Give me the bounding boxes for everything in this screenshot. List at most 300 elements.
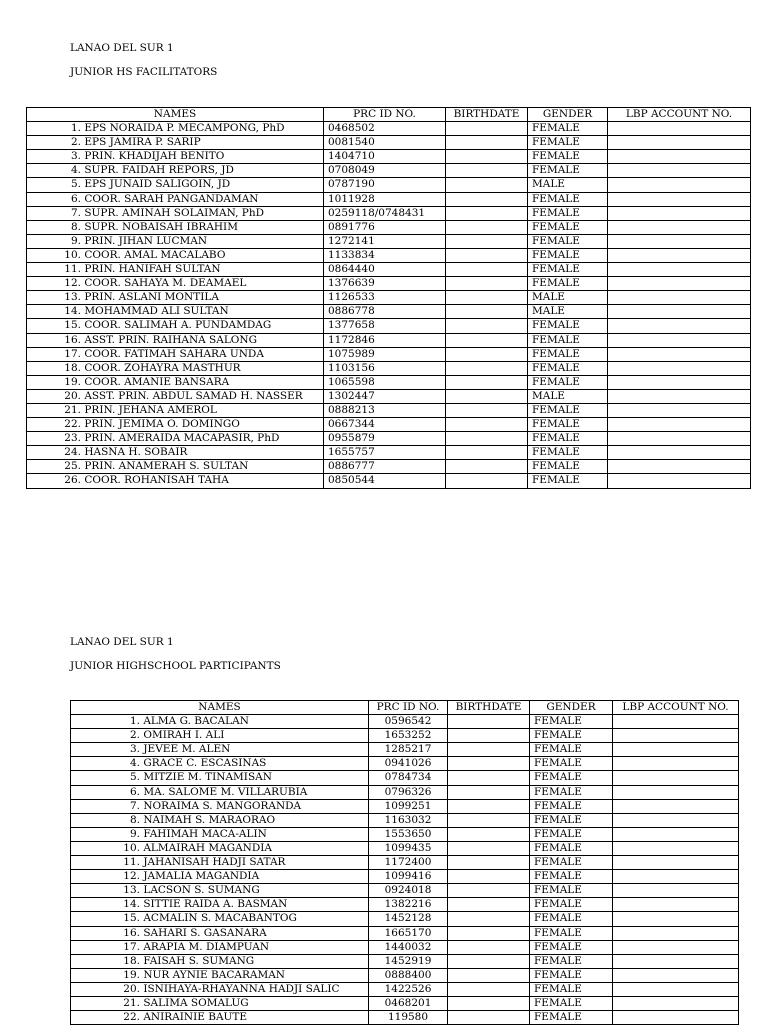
name-cell: [71, 715, 369, 729]
table-row: [71, 743, 739, 757]
name-cell: [27, 333, 324, 347]
prc-id-cell: 1553650: [369, 827, 448, 841]
birthdate-cell: [446, 164, 528, 178]
birthdate-cell: [446, 333, 528, 347]
gender-cell: FEMALE: [528, 474, 608, 488]
name-cell: [71, 785, 369, 799]
row-number: 15.: [64, 319, 81, 332]
gender-cell: FEMALE: [528, 333, 608, 347]
row-number: 13.: [64, 291, 81, 304]
prc-id-cell: 1272141: [324, 234, 446, 248]
table-row: [27, 277, 751, 291]
lbp-account-cell: [608, 178, 751, 192]
row-number: 17.: [123, 940, 140, 953]
lbp-account-cell: [613, 954, 739, 968]
lbp-account-cell: [608, 403, 751, 417]
row-number: 7.: [70, 206, 81, 219]
table-row: [27, 319, 751, 333]
prc-id-cell: 0888213: [324, 403, 446, 417]
header-gender: GENDER: [528, 108, 608, 122]
row-number: 21.: [64, 403, 81, 416]
prc-id-cell: 1302447: [324, 389, 446, 403]
name-cell: [71, 884, 369, 898]
name-cell: [27, 432, 324, 446]
lbp-account-cell: [613, 827, 739, 841]
birthdate-cell: [446, 361, 528, 375]
birthdate-cell: [446, 305, 528, 319]
person-name: JAMALIA MAGANDIA: [143, 870, 260, 883]
person-name: COOR. ROHANISAH TAHA: [84, 474, 229, 487]
lbp-account-cell: [613, 841, 739, 855]
row-number: 5.: [70, 178, 81, 191]
row-number: 14.: [123, 898, 140, 911]
gender-cell: FEMALE: [528, 277, 608, 291]
name-cell: [27, 277, 324, 291]
table-row: [27, 164, 751, 178]
birthdate-cell: [446, 122, 528, 136]
gender-cell: FEMALE: [530, 954, 613, 968]
table-row: [27, 403, 751, 417]
row-number: 4.: [129, 757, 140, 770]
lbp-account-cell: [613, 870, 739, 884]
table-row: [71, 926, 739, 940]
birthdate-cell: [446, 460, 528, 474]
person-name: OMIRAH I. ALI: [143, 729, 225, 742]
table-row: [27, 178, 751, 192]
table-row: [71, 729, 739, 743]
prc-id-cell: 0708049: [324, 164, 446, 178]
name-cell: [71, 968, 369, 982]
header-names: NAMES: [27, 108, 324, 122]
row-number: 23.: [64, 432, 81, 445]
prc-id-cell: 0667344: [324, 418, 446, 432]
prc-id-cell: 1404710: [324, 150, 446, 164]
birthdate-cell: [446, 136, 528, 150]
birthdate-cell: [446, 446, 528, 460]
table-row: [27, 291, 751, 305]
row-number: 6.: [129, 785, 140, 798]
prc-id-cell: 0850544: [324, 474, 446, 488]
name-cell: [27, 305, 324, 319]
gender-cell: MALE: [528, 291, 608, 305]
table-row: [27, 234, 751, 248]
birthdate-cell: [448, 912, 530, 926]
person-name: GRACE C. ESCASINAS: [143, 757, 267, 770]
person-name: COOR. AMAL MACALABO: [84, 248, 226, 261]
name-cell: [71, 813, 369, 827]
row-number: 19.: [64, 375, 81, 388]
name-cell: [71, 729, 369, 743]
gender-cell: FEMALE: [528, 122, 608, 136]
table-row: [27, 389, 751, 403]
gender-cell: FEMALE: [530, 982, 613, 996]
birthdate-cell: [446, 206, 528, 220]
gender-cell: FEMALE: [528, 263, 608, 277]
lbp-account-cell: [608, 347, 751, 361]
header-prc-id: PRC ID NO.: [369, 701, 448, 715]
lbp-account-cell: [608, 446, 751, 460]
facilitators-table: [26, 107, 751, 489]
row-number: 25.: [64, 460, 81, 473]
row-number: 16.: [123, 926, 140, 939]
lbp-account-cell: [613, 940, 739, 954]
birthdate-cell: [446, 192, 528, 206]
row-number: 17.: [64, 347, 81, 360]
person-name: PRIN. AMERAIDA MACAPASIR, PhD: [84, 432, 280, 445]
table-row: [71, 827, 739, 841]
birthdate-cell: [446, 418, 528, 432]
person-name: COOR. AMANIE BANSARA: [84, 375, 230, 388]
header-prc-id: PRC ID NO.: [324, 108, 446, 122]
prc-id-cell: 1133834: [324, 248, 446, 262]
birthdate-cell: [446, 220, 528, 234]
gender-cell: FEMALE: [528, 432, 608, 446]
person-name: FAISAH S. SUMANG: [143, 954, 255, 967]
lbp-account-cell: [613, 898, 739, 912]
name-cell: [27, 220, 324, 234]
table-row: [27, 375, 751, 389]
prc-id-cell: 1099251: [369, 799, 448, 813]
birthdate-cell: [448, 771, 530, 785]
person-name: NORAIMA S. MANGORANDA: [143, 799, 302, 812]
name-cell: [27, 192, 324, 206]
prc-id-cell: 1126533: [324, 291, 446, 305]
prc-id-cell: 0924018: [369, 884, 448, 898]
lbp-account-cell: [613, 715, 739, 729]
name-cell: [71, 757, 369, 771]
birthdate-cell: [448, 856, 530, 870]
row-number: 8.: [129, 813, 140, 826]
lbp-account-cell: [608, 333, 751, 347]
gender-cell: FEMALE: [528, 446, 608, 460]
prc-id-cell: 1452919: [369, 954, 448, 968]
gender-cell: FEMALE: [528, 150, 608, 164]
birthdate-cell: [448, 715, 530, 729]
lbp-account-cell: [613, 743, 739, 757]
table-row: [71, 856, 739, 870]
row-number: 11.: [123, 856, 140, 869]
row-number: 12.: [64, 277, 81, 290]
person-name: PRIN. JEHANA AMEROL: [84, 403, 217, 416]
lbp-account-cell: [613, 771, 739, 785]
table-row: [71, 884, 739, 898]
section1-region: LANAO DEL SUR 1: [70, 42, 174, 54]
table-row: [27, 432, 751, 446]
lbp-account-cell: [613, 968, 739, 982]
prc-id-cell: 1075989: [324, 347, 446, 361]
row-number: 22.: [64, 418, 81, 431]
header-birthdate: BIRTHDATE: [448, 701, 530, 715]
birthdate-cell: [446, 375, 528, 389]
row-number: 18.: [64, 361, 81, 374]
prc-id-cell: 1172846: [324, 333, 446, 347]
lbp-account-cell: [608, 291, 751, 305]
person-name: NUR AYNIE BACARAMAN: [143, 968, 285, 981]
gender-cell: FEMALE: [530, 870, 613, 884]
prc-id-cell: 1065598: [324, 375, 446, 389]
gender-cell: FEMALE: [528, 403, 608, 417]
lbp-account-cell: [613, 856, 739, 870]
lbp-account-cell: [608, 122, 751, 136]
person-name: FAHIMAH MACA-ALIN: [143, 827, 267, 840]
person-name: COOR. FATIMAH SAHARA UNDA: [84, 347, 264, 360]
person-name: SUPR. AMINAH SOLAIMAN, PhD: [84, 206, 265, 219]
lbp-account-cell: [613, 813, 739, 827]
row-number: 18.: [123, 954, 140, 967]
gender-cell: FEMALE: [530, 926, 613, 940]
birthdate-cell: [448, 954, 530, 968]
gender-cell: FEMALE: [530, 743, 613, 757]
row-number: 21.: [123, 996, 140, 1009]
person-name: COOR. SAHAYA M. DEAMAEL: [84, 277, 247, 290]
person-name: ASST. PRIN. RAIHANA SALONG: [84, 333, 257, 346]
person-name: COOR. ZOHAYRA MASTHUR: [84, 361, 241, 374]
person-name: PRIN. ANAMERAH S. SULTAN: [84, 460, 249, 473]
row-number: 12.: [123, 870, 140, 883]
prc-id-cell: 1452128: [369, 912, 448, 926]
lbp-account-cell: [608, 150, 751, 164]
table-row: [27, 333, 751, 347]
table-row: [71, 771, 739, 785]
person-name: LACSON S. SUMANG: [143, 884, 260, 897]
name-cell: [71, 856, 369, 870]
row-number: 1.: [70, 122, 81, 135]
table-row: [27, 446, 751, 460]
birthdate-cell: [448, 743, 530, 757]
birthdate-cell: [448, 757, 530, 771]
birthdate-cell: [446, 263, 528, 277]
lbp-account-cell: [613, 757, 739, 771]
lbp-account-cell: [613, 799, 739, 813]
table-row: [27, 418, 751, 432]
gender-cell: FEMALE: [528, 375, 608, 389]
lbp-account-cell: [608, 164, 751, 178]
prc-id-cell: 1655757: [324, 446, 446, 460]
gender-cell: FEMALE: [530, 771, 613, 785]
lbp-account-cell: [608, 305, 751, 319]
gender-cell: FEMALE: [530, 799, 613, 813]
table-row: [71, 1011, 739, 1025]
lbp-account-cell: [608, 234, 751, 248]
person-name: SAHARI S. GASANARA: [143, 926, 267, 939]
row-number: 10.: [64, 248, 81, 261]
prc-id-cell: 0886778: [324, 305, 446, 319]
prc-id-cell: 0081540: [324, 136, 446, 150]
person-name: EPS JUNAID SALIGOIN, JD: [84, 178, 231, 191]
row-number: 14.: [64, 305, 81, 318]
row-number: 24.: [64, 446, 81, 459]
row-number: 1.: [129, 715, 140, 728]
name-cell: [71, 870, 369, 884]
birthdate-cell: [448, 884, 530, 898]
table-row: [27, 150, 751, 164]
gender-cell: FEMALE: [530, 813, 613, 827]
person-name: ISNIHAYA-RHAYANNA HADJI SALIC: [143, 982, 340, 995]
name-cell: [71, 982, 369, 996]
person-name: ALMA G. BACALAN: [143, 715, 249, 728]
row-number: 10.: [123, 841, 140, 854]
prc-id-cell: 1665170: [369, 926, 448, 940]
gender-cell: FEMALE: [530, 841, 613, 855]
name-cell: [71, 898, 369, 912]
birthdate-cell: [446, 319, 528, 333]
gender-cell: FEMALE: [530, 757, 613, 771]
row-number: 26.: [64, 474, 81, 487]
lbp-account-cell: [613, 785, 739, 799]
name-cell: [27, 474, 324, 488]
table-row: [27, 347, 751, 361]
table-row: [71, 940, 739, 954]
lbp-account-cell: [608, 389, 751, 403]
lbp-account-cell: [608, 277, 751, 291]
gender-cell: FEMALE: [528, 192, 608, 206]
lbp-account-cell: [608, 474, 751, 488]
prc-id-cell: 1440032: [369, 940, 448, 954]
row-number: 20.: [123, 982, 140, 995]
person-name: PRIN. ASLANI MONTILA: [84, 291, 219, 304]
gender-cell: FEMALE: [528, 234, 608, 248]
prc-id-cell: 1163032: [369, 813, 448, 827]
prc-id-cell: 0468201: [369, 996, 448, 1010]
person-name: MOHAMMAD ALI SULTAN: [84, 305, 229, 318]
prc-id-cell: 0468502: [324, 122, 446, 136]
gender-cell: FEMALE: [530, 856, 613, 870]
name-cell: [27, 291, 324, 305]
table-row: [27, 220, 751, 234]
row-number: 16.: [64, 333, 81, 346]
lbp-account-cell: [608, 319, 751, 333]
table-row: [71, 841, 739, 855]
lbp-account-cell: [608, 460, 751, 474]
person-name: JEVEE M. ALEN: [143, 743, 231, 756]
row-number: 2.: [70, 136, 81, 149]
birthdate-cell: [448, 729, 530, 743]
person-name: HASNA H. SOBAIR: [84, 446, 188, 459]
name-cell: [27, 178, 324, 192]
table-row: [27, 361, 751, 375]
gender-cell: FEMALE: [528, 164, 608, 178]
gender-cell: FEMALE: [530, 1011, 613, 1025]
birthdate-cell: [448, 926, 530, 940]
birthdate-cell: [446, 277, 528, 291]
table-row: [27, 136, 751, 150]
birthdate-cell: [448, 813, 530, 827]
birthdate-cell: [446, 403, 528, 417]
prc-id-cell: 1011928: [324, 192, 446, 206]
gender-cell: FEMALE: [530, 912, 613, 926]
participants-table: [70, 700, 739, 1025]
name-cell: [27, 375, 324, 389]
person-name: ANIRAINIE BAUTE: [143, 1011, 248, 1024]
person-name: PRIN. KHADIJAH BENITO: [84, 150, 225, 163]
name-cell: [71, 841, 369, 855]
name-cell: [71, 954, 369, 968]
gender-cell: FEMALE: [530, 940, 613, 954]
person-name: MITZIE M. TINAMISAN: [143, 771, 272, 784]
gender-cell: FEMALE: [528, 220, 608, 234]
birthdate-cell: [446, 474, 528, 488]
lbp-account-cell: [613, 1011, 739, 1025]
prc-id-cell: 1653252: [369, 729, 448, 743]
gender-cell: FEMALE: [528, 460, 608, 474]
gender-cell: FEMALE: [530, 884, 613, 898]
lbp-account-cell: [608, 418, 751, 432]
table-header-row: [27, 108, 751, 122]
person-name: NAIMAH S. MARAORAO: [143, 813, 276, 826]
person-name: COOR. SARAH PANGANDAMAN: [84, 192, 259, 205]
lbp-account-cell: [608, 375, 751, 389]
table-row: [27, 192, 751, 206]
birthdate-cell: [446, 347, 528, 361]
lbp-account-cell: [613, 729, 739, 743]
prc-id-cell: 0864440: [324, 263, 446, 277]
row-number: 6.: [70, 192, 81, 205]
gender-cell: FEMALE: [528, 136, 608, 150]
lbp-account-cell: [608, 192, 751, 206]
lbp-account-cell: [608, 432, 751, 446]
person-name: PRIN. JIHAN LUCMAN: [84, 234, 208, 247]
name-cell: [27, 319, 324, 333]
gender-cell: FEMALE: [528, 418, 608, 432]
name-cell: [71, 996, 369, 1010]
row-number: 20.: [64, 389, 81, 402]
header-lbp-account: LBP ACCOUNT NO.: [608, 108, 751, 122]
birthdate-cell: [446, 248, 528, 262]
prc-id-cell: 1377658: [324, 319, 446, 333]
name-cell: [27, 150, 324, 164]
name-cell: [27, 460, 324, 474]
birthdate-cell: [446, 432, 528, 446]
name-cell: [71, 827, 369, 841]
name-cell: [27, 206, 324, 220]
table-row: [71, 799, 739, 813]
name-cell: [27, 446, 324, 460]
name-cell: [27, 389, 324, 403]
lbp-account-cell: [608, 206, 751, 220]
gender-cell: FEMALE: [530, 715, 613, 729]
prc-id-cell: 1103156: [324, 361, 446, 375]
gender-cell: FEMALE: [528, 206, 608, 220]
name-cell: [27, 418, 324, 432]
row-number: 3.: [129, 743, 140, 756]
name-cell: [27, 164, 324, 178]
person-name: SALIMA SOMALUG: [143, 996, 249, 1009]
lbp-account-cell: [608, 220, 751, 234]
prc-id-cell: 0941026: [369, 757, 448, 771]
gender-cell: FEMALE: [530, 968, 613, 982]
birthdate-cell: [448, 1011, 530, 1025]
prc-id-cell: 1099416: [369, 870, 448, 884]
person-name: ARAPIA M. DIAMPUAN: [143, 940, 270, 953]
prc-id-cell: 1422526: [369, 982, 448, 996]
name-cell: [27, 347, 324, 361]
birthdate-cell: [448, 940, 530, 954]
person-name: SITTIE RAIDA A. BASMAN: [143, 898, 288, 911]
person-name: ASST. PRIN. ABDUL SAMAD H. NASSER: [84, 389, 303, 402]
prc-id-cell: 1172400: [369, 856, 448, 870]
gender-cell: FEMALE: [530, 996, 613, 1010]
table-row: [27, 206, 751, 220]
table-row: [71, 813, 739, 827]
birthdate-cell: [448, 827, 530, 841]
gender-cell: FEMALE: [530, 785, 613, 799]
section2-region: LANAO DEL SUR 1: [70, 636, 174, 648]
table-row: [27, 474, 751, 488]
row-number: 13.: [123, 884, 140, 897]
name-cell: [71, 912, 369, 926]
name-cell: [27, 361, 324, 375]
table-row: [71, 715, 739, 729]
